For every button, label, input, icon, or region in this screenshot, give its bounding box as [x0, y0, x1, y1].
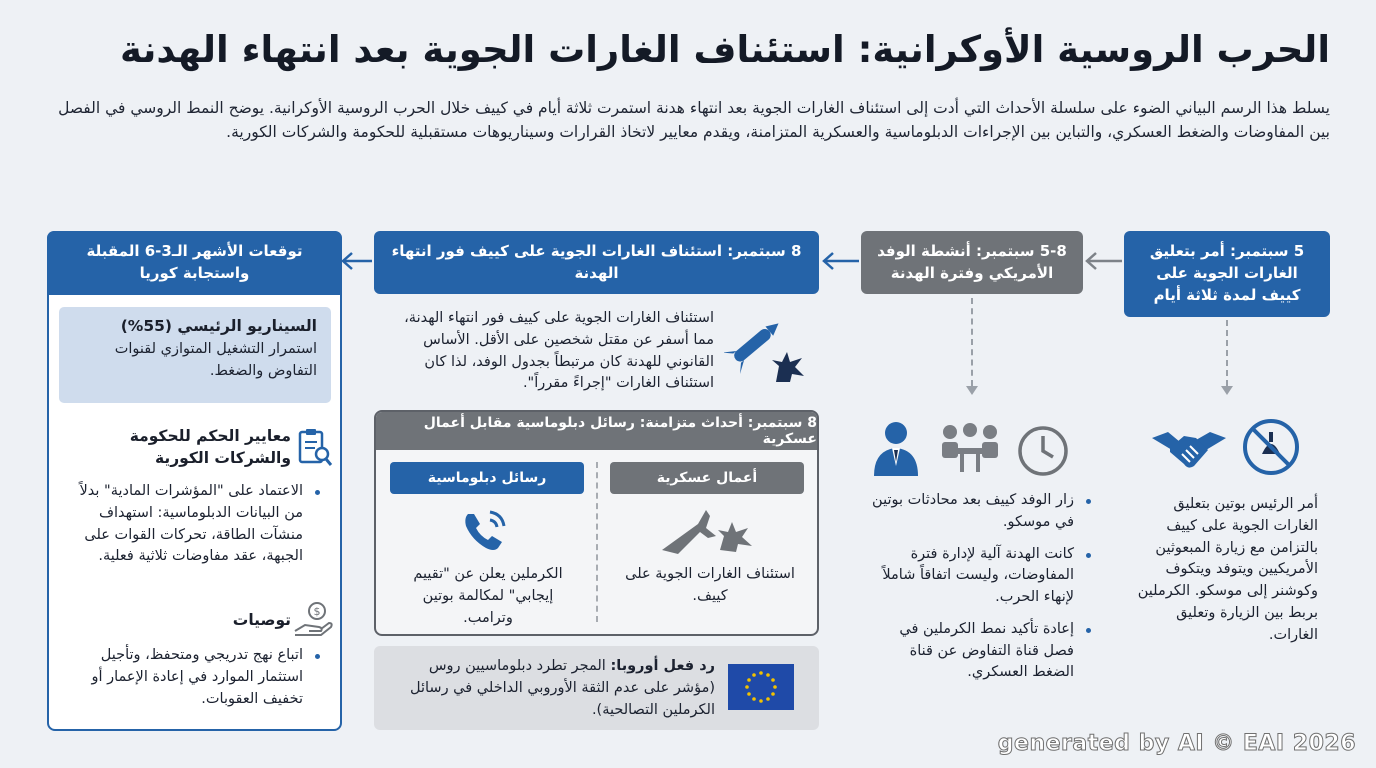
- criteria-list: [61, 481, 323, 578]
- europe-reaction-box: [374, 646, 819, 730]
- clock-icon: [1016, 424, 1070, 478]
- recommendations-list: [61, 645, 323, 720]
- person-icon: [872, 420, 920, 476]
- europe-body: المجر تطرد دبلوماسيين روس (مؤشر على عدم الثقة الأوروبي الداخلي في رسائل الكرملين التصالحية).: [409, 658, 715, 718]
- col2-connector: [971, 298, 973, 386]
- recommendations-title: توصيات: [232, 611, 291, 629]
- watermark: generated by AI © EAI 2026: [997, 731, 1356, 756]
- forecast-panel: [47, 231, 342, 731]
- col2-bullet: زار الوفد كييف بعد محادثات بوتين في موسكو.: [872, 490, 1094, 534]
- concurrent-events-box: [374, 410, 819, 636]
- military-text: استئناف الغارات الجوية على كييف.: [625, 566, 795, 604]
- flow-arrow-2: [821, 251, 861, 271]
- col2-bullets: [872, 490, 1094, 694]
- money-hand-icon: [293, 601, 333, 637]
- diplomacy-text: الكرملين يعلن عن "تقييم إيجابي" لمكالمة بوتين وترامب.: [413, 566, 563, 626]
- col2-bullet: كانت الهدنة آلية لإدارة فترة المفاوضات، وليست اتفاقاً شاملاً لإنهاء الحرب.: [872, 544, 1094, 609]
- meeting-icon: [936, 420, 1004, 476]
- phone-icon: [460, 506, 512, 556]
- diplomacy-label: رسائل دبلوماسية: [390, 462, 584, 494]
- main-scenario-box: [59, 307, 331, 403]
- concurrent-header: 8 سبتمبر: أحداث متزامنة: رسائل دبلوماسية مقابل أعمال عسكرية: [376, 412, 817, 450]
- scenario-title: السيناريو الرئيسي (55%): [120, 317, 317, 335]
- recommendation-bullet: اتباع نهج تدريجي ومتحفظ، وتأجيل استثمار الموارد في إعادة الإعمار أو تخفيف العقوبات.: [61, 645, 323, 710]
- col1-connector: [1226, 320, 1228, 386]
- col1-header: 5 سبتمبر: أمر بتعليق الغارات الجوية على كييف لمدة ثلاثة أيام: [1124, 231, 1330, 317]
- col3-body: استئناف الغارات الجوية على كييف فور انتهاء الهدنة، مما أسفر عن مقتل شخصين على الأقل. الأساس القانوني للهدنة كان مرتبطاً بجدول الوفد، لذا كان استئناف الغارات "إجراءً مقرراً".: [404, 310, 714, 392]
- europe-text: [390, 656, 715, 721]
- criteria-title: معايير الحكم للحكومة والشركات الكورية: [129, 427, 291, 468]
- europe-title: رد فعل أوروبا:: [610, 658, 715, 674]
- col2-header: 5-8 سبتمبر: أنشطة الوفد الأمريكي وفترة الهدنة: [861, 231, 1083, 294]
- col4-header: توقعات الأشهر الـ3-6 المقبلة واستجابة كوريا: [47, 231, 342, 295]
- criteria-bullet: الاعتماد على "المؤشرات المادية" بدلاً من البيانات الدبلوماسية: استهداف منشآت الطاقة، تحركات القوات على الجبهة، عقد مفاوضات ثلاثية فعلية.: [61, 481, 323, 568]
- col1-body: أمر الرئيس بوتين بتعليق الغارات الجوية على كييف بالتزامن مع زيارة المبعوثين الأمريكيين ويتوفد ويتكوف وكوشنر إلى موسكو. الكرملين بربط بين الزيارة وتعليق الغارات.: [1137, 496, 1318, 643]
- col1-connector-head: [1221, 386, 1233, 395]
- col2-bullet: إعادة تأكيد نمط الكرملين في فصل قناة التفاوض عن قناة الضغط العسكري.: [872, 619, 1094, 684]
- svg-text:$: $: [313, 605, 321, 618]
- page-title: الحرب الروسية الأوكرانية: استئناف الغارات الجوية بعد انتهاء الهدنة: [120, 28, 1330, 71]
- handshake-icon: [1150, 420, 1228, 476]
- clipboard-search-icon: [297, 427, 333, 467]
- concurrent-divider: [596, 462, 598, 622]
- flow-arrow-1: [1084, 251, 1124, 271]
- scenario-text: استمرار التشغيل المتوازي لقنوات التفاوض والضغط.: [114, 341, 317, 379]
- fighter-jet-icon: [658, 506, 758, 556]
- military-label: أعمال عسكرية: [610, 462, 804, 494]
- no-airstrike-icon: [1242, 418, 1300, 476]
- missile-explosion-icon: [724, 314, 806, 384]
- col2-connector-head: [966, 386, 978, 395]
- col3-header: 8 سبتمبر: استئناف الغارات الجوية على كييف فور انتهاء الهدنة: [374, 231, 819, 294]
- intro-paragraph: يسلط هذا الرسم البياني الضوء على سلسلة الأحداث التي أدت إلى استئناف الغارات الجوية بعد انتهاء هدنة استمرت ثلاثة أيام في كييف خلال الحرب الروسية الأوكرانية. يوضح النمط الروسي في الفصل بين المفاوضات والضغط العسكري، والتباين بين الإجراءات الدبلوماسية والعسكرية المتزامنة، ويقدم معايير لاتخاذ القرارات وسيناريوهات مستقبلية للحكومة والشركات الكورية.: [58, 99, 1330, 142]
- eu-flag-icon: [728, 664, 794, 710]
- flow-arrow-3: [340, 251, 374, 271]
